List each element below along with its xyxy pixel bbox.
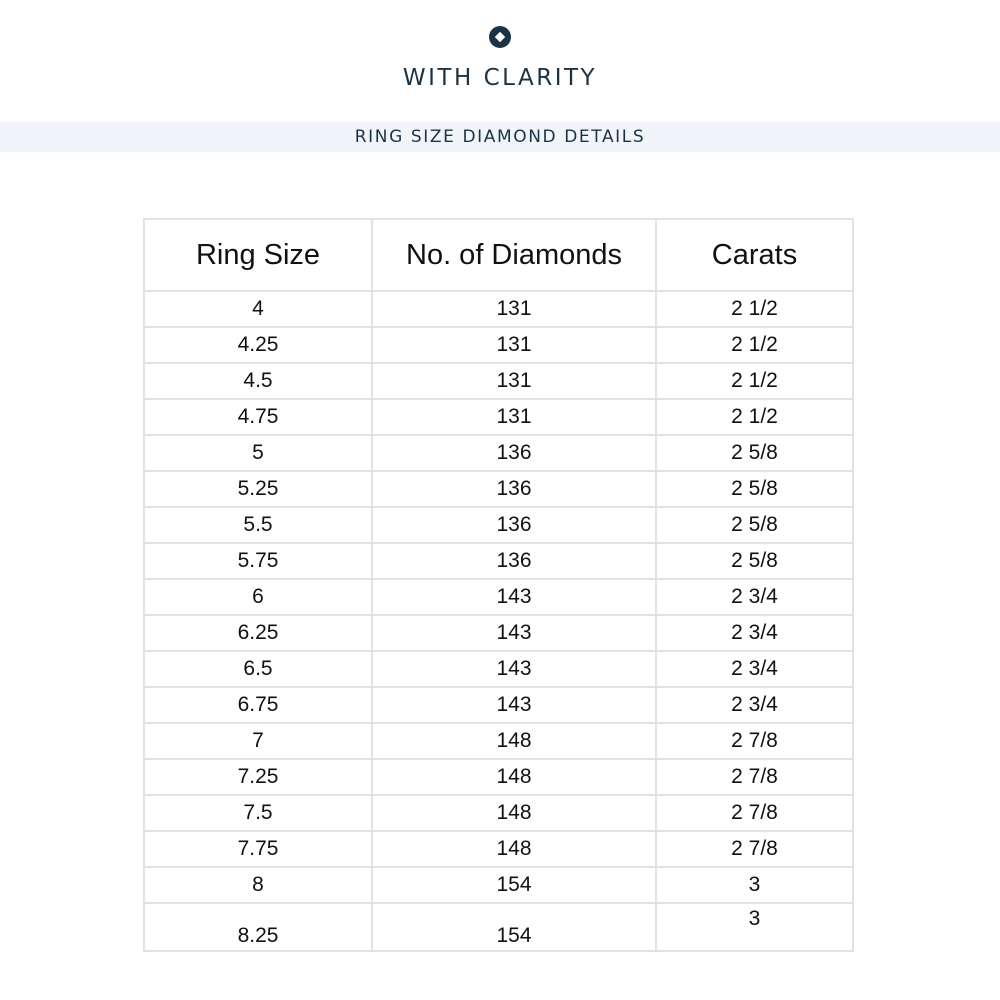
cell-diamonds: 136 [372,471,656,507]
cell-ring-size: 7.5 [144,795,372,831]
cell-diamonds: 154 [372,903,656,951]
ring-size-table [143,218,854,952]
cell-carats: 2 5/8 [656,507,853,543]
cell-diamonds: 148 [372,759,656,795]
cell-ring-size: 5 [144,435,372,471]
cell-ring-size: 6.25 [144,615,372,651]
cell-diamonds: 154 [372,867,656,903]
cell-carats: 2 1/2 [656,291,853,327]
cell-carats: 2 7/8 [656,795,853,831]
cell-ring-size: 4 [144,291,372,327]
table-row [144,579,853,615]
brand-name: WITH CLARITY [402,65,598,91]
cell-carats: 2 1/2 [656,399,853,435]
cell-carats: 2 7/8 [656,759,853,795]
cell-carats: 2 3/4 [656,651,853,687]
cell-diamonds: 143 [372,651,656,687]
cell-ring-size: 6.5 [144,651,372,687]
table-row [144,291,853,327]
table-row [144,831,853,867]
cell-ring-size: 6 [144,579,372,615]
table-row [144,543,853,579]
cell-diamonds: 136 [372,435,656,471]
cell-diamonds: 148 [372,723,656,759]
cell-carats: 2 7/8 [656,831,853,867]
cell-diamonds: 136 [372,507,656,543]
section-title: RING SIZE DIAMOND DETAILS [354,127,646,147]
cell-diamonds: 143 [372,579,656,615]
section-banner [0,122,1000,152]
cell-ring-size: 4.5 [144,363,372,399]
table-row [144,867,853,903]
cell-carats: 2 5/8 [656,471,853,507]
cell-diamonds: 131 [372,291,656,327]
cell-carats: 3 [656,867,853,903]
header-carats: Carats [656,219,853,291]
table-header-row [144,219,853,291]
cell-diamonds: 131 [372,327,656,363]
table-row [144,399,853,435]
brand-logo [0,26,1000,92]
cell-ring-size: 8.25 [144,903,372,951]
cell-carats: 2 1/2 [656,327,853,363]
cell-diamonds: 148 [372,795,656,831]
table-row [144,327,853,363]
cell-ring-size: 7.75 [144,831,372,867]
table-row [144,795,853,831]
table-row [144,723,853,759]
cell-carats: 2 3/4 [656,687,853,723]
cell-ring-size: 7.25 [144,759,372,795]
diamond-logo-icon [489,26,511,48]
table-row [144,759,853,795]
cell-carats: 2 3/4 [656,579,853,615]
cell-carats: 3 [656,903,853,951]
cell-carats: 2 3/4 [656,615,853,651]
table-row [144,687,853,723]
cell-diamonds: 143 [372,615,656,651]
cell-carats: 2 7/8 [656,723,853,759]
table-row [144,363,853,399]
table-row [144,471,853,507]
header-ring-size: Ring Size [144,219,372,291]
cell-diamonds: 136 [372,543,656,579]
cell-ring-size: 8 [144,867,372,903]
cell-carats: 2 1/2 [656,363,853,399]
cell-ring-size: 7 [144,723,372,759]
cell-diamonds: 131 [372,363,656,399]
cell-diamonds: 131 [372,399,656,435]
cell-ring-size: 4.25 [144,327,372,363]
table-row [144,615,853,651]
cell-ring-size: 6.75 [144,687,372,723]
cell-ring-size: 5.75 [144,543,372,579]
cell-ring-size: 4.75 [144,399,372,435]
table-row [144,507,853,543]
table-row [144,903,853,951]
cell-ring-size: 5.25 [144,471,372,507]
table-row [144,435,853,471]
table-row [144,651,853,687]
cell-carats: 2 5/8 [656,543,853,579]
cell-carats: 2 5/8 [656,435,853,471]
cell-diamonds: 143 [372,687,656,723]
header-no-of-diamonds: No. of Diamonds [372,219,656,291]
cell-ring-size: 5.5 [144,507,372,543]
cell-diamonds: 148 [372,831,656,867]
